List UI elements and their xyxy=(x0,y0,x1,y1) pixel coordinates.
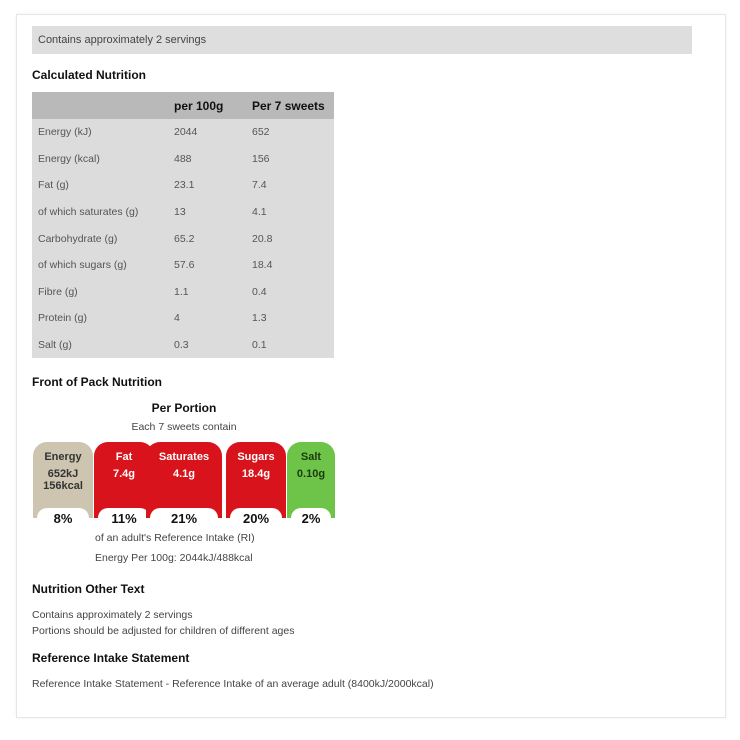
servings-bar: Contains approximately 2 servings xyxy=(32,26,692,54)
nutrient-name: Fat (g) xyxy=(38,179,69,192)
per-portion-value: 4.1 xyxy=(252,206,267,219)
nutrient-name: Energy (kJ) xyxy=(38,126,92,139)
light-name: Salt xyxy=(300,451,322,463)
per-portion-title: Per Portion xyxy=(151,401,217,415)
light-percent: 20% xyxy=(230,508,282,528)
light-value: 18.4g xyxy=(241,468,271,480)
light-percent: 2% xyxy=(291,508,331,528)
per-100g-value: 4 xyxy=(174,312,180,325)
per-portion-value: 18.4 xyxy=(252,259,273,272)
per-portion-value: 7.4 xyxy=(252,179,267,192)
other-text-line: Portions should be adjusted for children of different ages xyxy=(32,625,295,637)
light-value-secondary: 156kcal xyxy=(43,480,83,492)
salt-light xyxy=(287,442,335,526)
light-value: 4.1g xyxy=(172,468,195,480)
column-header: per 100g xyxy=(172,92,246,119)
light-value: 652kJ xyxy=(47,468,79,480)
front-of-pack-heading: Front of Pack Nutrition xyxy=(32,375,162,389)
nutrient-name: Energy (kcal) xyxy=(38,152,100,165)
nutrient-name: Carbohydrate (g) xyxy=(38,232,118,245)
light-percent: 11% xyxy=(98,508,150,528)
reference-intake-heading: Reference Intake Statement xyxy=(32,651,190,665)
nutrient-name: Protein (g) xyxy=(38,312,88,325)
reference-intake-note: of an adult's Reference Intake (RI) xyxy=(95,532,255,544)
per-portion-value: 1.3 xyxy=(252,312,267,325)
light-value: 0.10g xyxy=(296,468,326,480)
light-percent: 8% xyxy=(37,508,89,528)
per-100g-value: 488 xyxy=(174,152,192,165)
table-row xyxy=(32,172,334,199)
energy-light xyxy=(33,442,93,526)
other-text-line: Contains approximately 2 servings xyxy=(32,609,193,621)
table-row xyxy=(32,146,334,173)
per-portion-value: 652 xyxy=(252,126,270,139)
per-100g-value: 1.1 xyxy=(174,285,189,298)
light-name: Energy xyxy=(44,451,82,463)
nutrient-name: Fibre (g) xyxy=(38,285,78,298)
nutrient-name: of which saturates (g) xyxy=(38,206,139,219)
per-portion-value: 156 xyxy=(252,152,270,165)
per-100g-value: 0.3 xyxy=(174,339,189,352)
table-row xyxy=(32,225,334,252)
calculated-nutrition-heading: Calculated Nutrition xyxy=(32,68,147,82)
table-row xyxy=(32,252,334,279)
per-portion-value: 0.1 xyxy=(252,339,267,352)
per-portion-value: 20.8 xyxy=(252,232,273,245)
per-100g-value: 2044 xyxy=(174,126,198,139)
table-row xyxy=(32,279,334,306)
table-row xyxy=(32,305,334,332)
light-value: 7.4g xyxy=(112,468,135,480)
fat-light xyxy=(94,442,154,526)
table-row xyxy=(32,332,334,359)
sugars-light xyxy=(226,442,286,526)
nutrient-name: of which sugars (g) xyxy=(38,259,127,272)
saturates-light xyxy=(146,442,222,526)
per-100g-value: 57.6 xyxy=(174,259,195,272)
column-header: Per 7 sweets xyxy=(246,92,334,119)
per-portion-value: 0.4 xyxy=(252,285,267,298)
table-row xyxy=(32,119,334,146)
table-row xyxy=(32,199,334,226)
light-name: Sugars xyxy=(237,451,275,463)
light-name: Fat xyxy=(115,451,133,463)
column-header xyxy=(32,92,172,119)
table-header-row xyxy=(32,92,334,119)
nutrition-other-heading: Nutrition Other Text xyxy=(32,582,145,596)
per-100g-value: 23.1 xyxy=(174,179,195,192)
nutrient-name: Salt (g) xyxy=(38,339,72,352)
each-contains-text: Each 7 sweets contain xyxy=(131,421,237,433)
light-name: Saturates xyxy=(158,451,210,463)
per-100g-value: 13 xyxy=(174,206,186,219)
light-percent: 21% xyxy=(150,508,218,528)
nutrition-table xyxy=(32,92,334,358)
reference-intake-statement: Reference Intake Statement - Reference Intake of an average adult (8400kJ/2000kcal) xyxy=(32,678,434,690)
per-100g-value: 65.2 xyxy=(174,232,195,245)
energy-per-100g-text: Energy Per 100g: 2044kJ/488kcal xyxy=(95,552,253,564)
